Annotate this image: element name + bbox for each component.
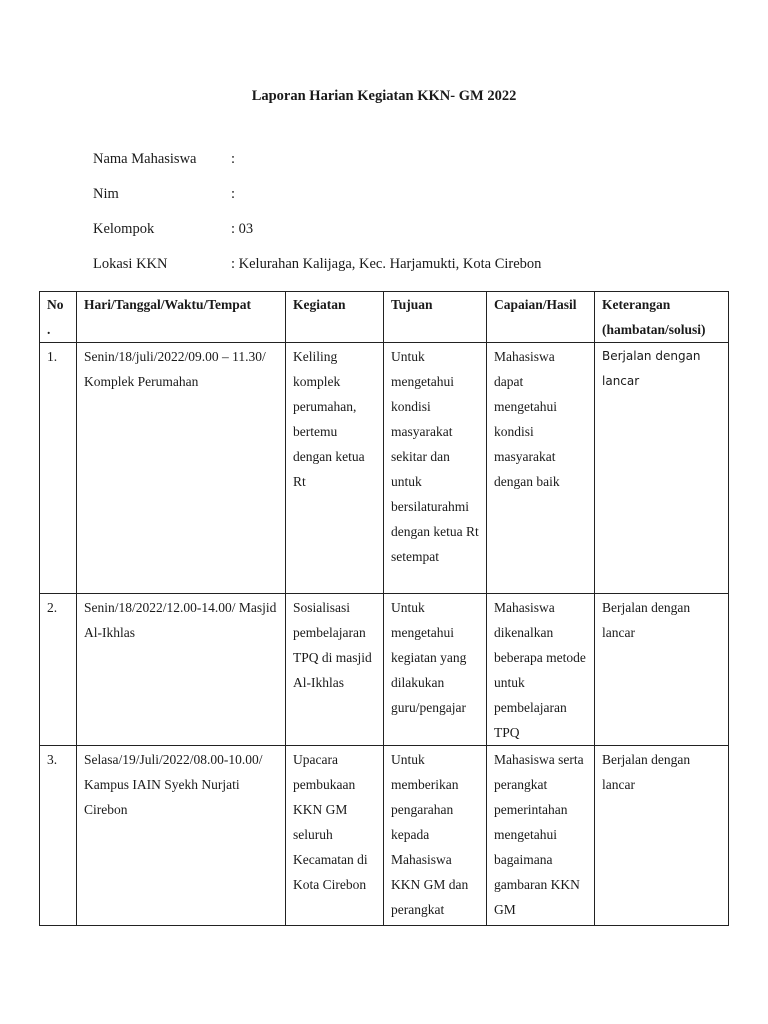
header-hari: Hari/Tanggal/Waktu/Tempat (77, 292, 286, 343)
cell-keterangan: Berjalan dengan lancar (595, 343, 729, 594)
info-label: Kelompok (93, 221, 155, 237)
info-value: : Kelurahan Kalijaga, Kec. Harjamukti, Kota Cirebon (231, 256, 542, 272)
info-label: Nim (93, 186, 119, 202)
cell-tujuan: Untuk mengetahui kegiatan yang dilakukan guru/pengajar (384, 594, 487, 746)
cell-keterangan: Berjalan dengan lancar (595, 746, 729, 926)
header-kegiatan: Kegiatan (286, 292, 384, 343)
info-row-nim (93, 186, 235, 203)
info-label: Lokasi KKN (93, 256, 168, 272)
table-header-row (40, 292, 729, 343)
cell-no: 2. (40, 594, 77, 746)
cell-no: 3. (40, 746, 77, 926)
document-title: Laporan Harian Kegiatan KKN- GM 2022 (251, 88, 517, 104)
info-label: Nama Mahasiswa (93, 151, 197, 167)
cell-capaian: Mahasiswa serta perangkat pemerintahan mengetahui bagaimana gambaran KKN GM (487, 746, 595, 926)
info-value: : (231, 151, 236, 167)
table-row (40, 594, 729, 746)
cell-capaian: Mahasiswa dapat mengetahui kondisi masyarakat dengan baik (487, 343, 595, 594)
activity-table (39, 291, 729, 926)
info-row-kelompok (93, 221, 253, 238)
cell-kegiatan: Sosialisasi pembelajaran TPQ di masjid Al-Ikhlas (286, 594, 384, 746)
table-row (40, 343, 729, 594)
cell-no: 1. (40, 343, 77, 594)
info-value: : (231, 186, 236, 202)
cell-keterangan: Berjalan dengan lancar (595, 594, 729, 746)
header-tujuan: Tujuan (384, 292, 487, 343)
cell-hari: Senin/18/juli/2022/09.00 – 11.30/ Komplek Perumahan (77, 343, 286, 594)
cell-tujuan: Untuk memberikan pengarahan kepada Mahasiswa KKN GM dan perangkat (384, 746, 487, 926)
cell-kegiatan: Upacara pembukaan KKN GM seluruh Kecamatan di Kota Cirebon (286, 746, 384, 926)
table-row (40, 746, 729, 926)
cell-hari: Senin/18/2022/12.00-14.00/ Masjid Al-Ikhlas (77, 594, 286, 746)
cell-tujuan: Untuk mengetahui kondisi masyarakat sekitar dan untuk bersilaturahmi dengan ketua Rt setempat (384, 343, 487, 594)
header-capaian: Capaian/Hasil (487, 292, 595, 343)
cell-hari: Selasa/19/Juli/2022/08.00-10.00/ Kampus IAIN Syekh Nurjati Cirebon (77, 746, 286, 926)
header-no: No . (40, 292, 77, 343)
info-row-nama (93, 151, 235, 168)
info-row-lokasi (93, 256, 541, 273)
cell-capaian: Mahasiswa dikenalkan beberapa metode untuk pembelajaran TPQ (487, 594, 595, 746)
info-value: : 03 (231, 221, 254, 237)
cell-kegiatan: Keliling komplek perumahan, bertemu dengan ketua Rt (286, 343, 384, 594)
header-keterangan: Keterangan (hambatan/solusi) (595, 292, 729, 343)
